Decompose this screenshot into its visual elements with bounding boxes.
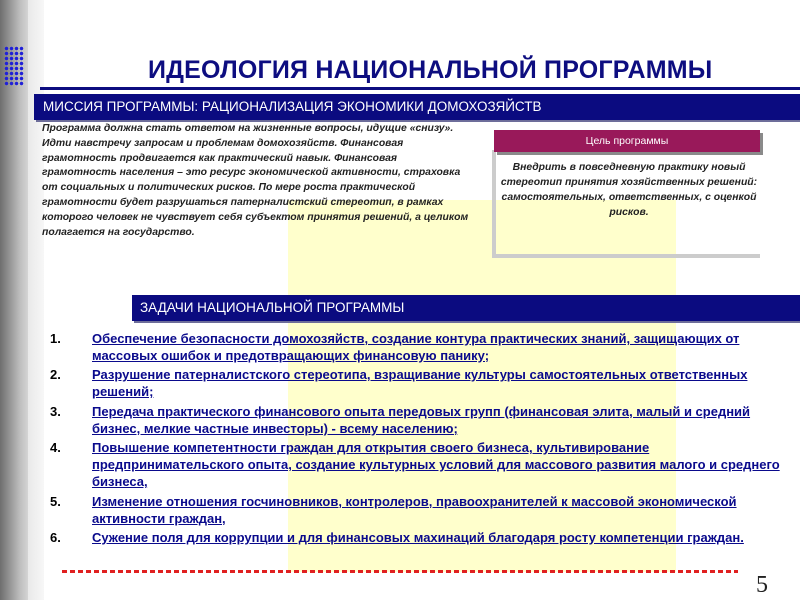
list-item bbox=[50, 366, 780, 400]
goal-shadow-left bbox=[492, 150, 496, 256]
task-link-5[interactable]: Изменение отношения госчиновников, контролеров, правоохранителей к массовой экономической активности граждан, bbox=[92, 493, 737, 526]
task-link-2[interactable]: Разрушение патерналистского стереотипа, взращивание культуры самостоятельных ответственных решений; bbox=[92, 367, 748, 400]
list-item-number: 6. bbox=[50, 529, 61, 545]
list-item-number: 1. bbox=[50, 331, 61, 346]
list-item bbox=[50, 493, 780, 527]
left-decor-bar bbox=[0, 0, 28, 600]
list-item-number: 3. bbox=[50, 403, 61, 419]
tasks-list bbox=[50, 330, 780, 548]
list-item bbox=[50, 439, 780, 490]
list-item bbox=[50, 330, 780, 364]
mission-body-text: Программа должна стать ответом на жизненные вопросы, идущие «снизу». Идти навстречу запросам и проблемам домохозяйств. Финансовая грамотность продвигается как практический навык. Финансовая грамотность населения – это ресурс экономической активности, страховка от социальных и политических рисков. По мере роста практической грамотности будет разрушаться патерналистский стереотип, в рамках которого человек не чувствует себя субъектом принятия решений, а целиком полагается на государство. bbox=[42, 123, 469, 238]
list-item bbox=[50, 529, 780, 546]
mission-body bbox=[42, 122, 472, 240]
list-item-number: 4. bbox=[50, 440, 61, 456]
tasks-heading: ЗАДАЧИ НАЦИОНАЛЬНОЙ ПРОГРАММЫ bbox=[140, 300, 405, 315]
list-item-number: 5. bbox=[50, 493, 61, 509]
mission-heading: МИССИЯ ПРОГРАММЫ: РАЦИОНАЛИЗАЦИЯ ЭКОНОМИКИ ДОМОХОЗЯЙСТВ bbox=[43, 99, 542, 114]
goal-shadow-bottom bbox=[492, 254, 760, 258]
list-item bbox=[50, 403, 780, 437]
dots-grid-icon bbox=[4, 46, 24, 86]
slide-title: ИДЕОЛОГИЯ НАЦИОНАЛЬНОЙ ПРОГРАММЫ bbox=[148, 56, 713, 84]
dashed-divider bbox=[62, 570, 738, 573]
task-link-6[interactable]: Сужение поля для коррупции и для финансовых махинаций благодаря росту компетенции граждан. bbox=[92, 529, 744, 545]
goal-text: Внедрить в повседневную практику новый стереотип принятия хозяйственных решений: самостоятельных, ответственных, с оценкой рисков. bbox=[500, 162, 758, 218]
left-decor-bar-light bbox=[28, 0, 44, 600]
task-link-3[interactable]: Передача практического финансового опыта передовых групп (финансовая элита, малый и средний бизнес, мелкие частные инвесторы) - всему населению; bbox=[92, 403, 751, 436]
page-number: 5 bbox=[756, 572, 768, 598]
goal-label: Цель программы bbox=[585, 135, 669, 147]
list-item-number: 2. bbox=[50, 367, 61, 383]
title-divider bbox=[40, 87, 800, 90]
task-link-4[interactable]: Повышение компетентности граждан для открытия своего бизнеса, культивирование предпринимательского опыта, создание культурных условий для массового развития малого и среднего бизнеса, bbox=[92, 440, 780, 490]
task-link-1[interactable]: Обеспечение безопасности домохозяйств, создание контура практических знаний, защищающих от массовых ошибок и предотвращающих финансовую панику; bbox=[92, 331, 740, 363]
